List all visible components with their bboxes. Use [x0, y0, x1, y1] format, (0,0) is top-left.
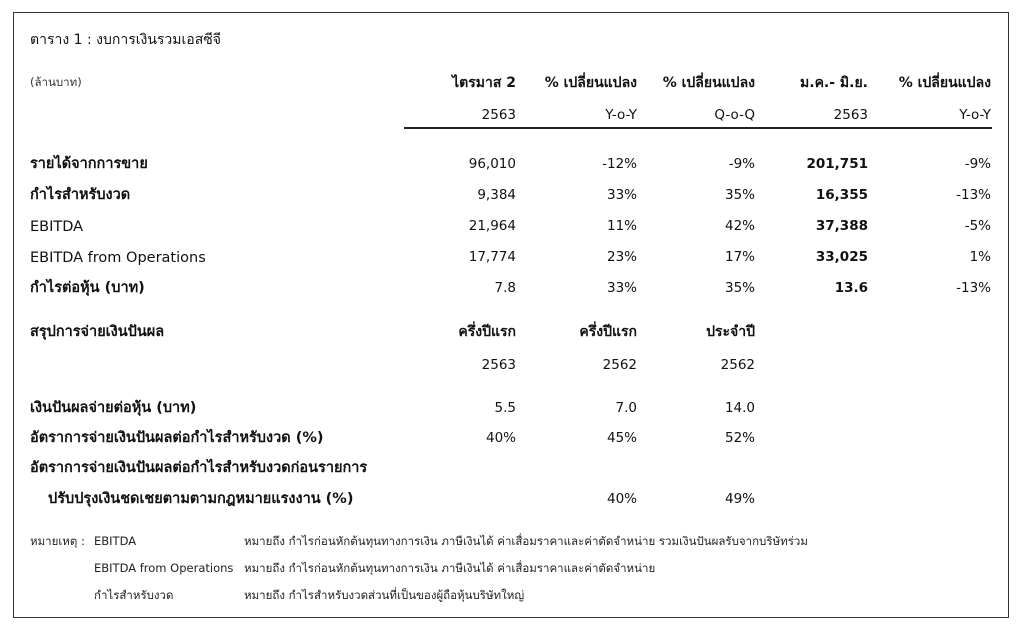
cell: 13.6	[834, 280, 868, 296]
subheader-qoq: Q-o-Q	[714, 107, 755, 123]
header-qoq: % เปลี่ยนแปลง	[662, 75, 755, 91]
subheader-yoy: Y-o-Y	[605, 107, 637, 123]
cell: -12%	[602, 156, 637, 172]
cell: 96,010	[468, 156, 516, 172]
cell: 7.8	[494, 280, 516, 296]
cell: 17%	[724, 249, 755, 265]
cell: 40%	[606, 491, 637, 507]
cell: 33%	[606, 187, 637, 203]
header-jan-jun: ม.ค.- มิ.ย.	[800, 75, 868, 91]
note-term: EBITDA	[94, 534, 137, 548]
cell: 42%	[724, 218, 755, 234]
cell: -13%	[956, 280, 991, 296]
cell: 45%	[606, 430, 637, 446]
note-term: EBITDA from Operations	[94, 561, 234, 575]
cell: 21,964	[468, 218, 516, 234]
row-label-payout: อัตราการจ่ายเงินปันผลต่อกำไรสำหรับงวด (%)	[30, 430, 324, 446]
notes-prefix: หมายเหตุ :	[30, 534, 85, 548]
subheader-jan-jun: 2563	[833, 107, 868, 123]
row-label-payout-adjusted: อัตราการจ่ายเงินปันผลต่อกำไรสำหรับงวดก่อนรายการ	[30, 460, 368, 476]
dividend-year-3: 2562	[720, 357, 755, 373]
cell: 11%	[606, 218, 637, 234]
cell: 35%	[724, 187, 755, 203]
cell: -5%	[964, 218, 991, 234]
cell: 1%	[969, 249, 991, 265]
cell: 201,751	[806, 156, 868, 172]
row-label-revenue: รายได้จากการขาย	[30, 156, 148, 172]
row-label-profit: กำไรสำหรับงวด	[30, 187, 131, 203]
dividend-header-1: ครึ่งปีแรก	[458, 324, 516, 340]
cell: -13%	[956, 187, 991, 203]
header-yoy: % เปลี่ยนแปลง	[544, 75, 637, 91]
header-yoy-ytd: % เปลี่ยนแปลง	[898, 75, 991, 91]
dividend-header-2: ครึ่งปีแรก	[579, 324, 637, 340]
note-term: กำไรสำหรับงวด	[94, 588, 174, 602]
cell: 37,388	[815, 218, 868, 234]
cell: 33,025	[815, 249, 868, 265]
note-desc: หมายถึง กำไรสำหรับงวดส่วนที่เป็นของผู้ถือหุ้นบริษัทใหญ่	[244, 588, 525, 602]
cell: 52%	[724, 430, 755, 446]
row-label-ebitda-ops: EBITDA from Operations	[30, 250, 206, 266]
subheader-q2: 2563	[481, 107, 516, 123]
dividend-header-3: ประจำปี	[706, 324, 755, 340]
cell: 7.0	[615, 400, 637, 416]
unit-label: (ล้านบาท)	[30, 75, 82, 89]
cell: 35%	[724, 280, 755, 296]
cell: 5.5	[494, 400, 516, 416]
cell: -9%	[964, 156, 991, 172]
cell: 40%	[485, 430, 516, 446]
cell: 14.0	[724, 400, 755, 416]
cell: 33%	[606, 280, 637, 296]
cell: -9%	[728, 156, 755, 172]
row-label-payout-adjusted-cont: ปรับปรุงเงินชดเชยตามตามกฎหมายแรงงาน (%)	[48, 491, 354, 507]
note-desc: หมายถึง กำไรก่อนหักต้นทุนทางการเงิน ภาษีเงินได้ ค่าเสื่อมราคาและค่าตัดจำหน่าย	[244, 561, 656, 575]
cell: 16,355	[815, 187, 868, 203]
row-label-dps: เงินปันผลจ่ายต่อหุ้น (บาท)	[30, 400, 197, 416]
cell: 9,384	[477, 187, 516, 203]
cell: 49%	[724, 491, 755, 507]
table-frame	[13, 12, 1009, 618]
header-divider	[404, 127, 992, 129]
header-q2: ไตรมาส 2	[452, 75, 516, 91]
row-label-eps: กำไรต่อหุ้น (บาท)	[30, 280, 145, 296]
subheader-yoy-ytd: Y-o-Y	[959, 107, 991, 123]
cell: 23%	[606, 249, 637, 265]
cell: 17,774	[468, 249, 516, 265]
table-title: ตาราง 1 : งบการเงินรวมเอสซีจี	[30, 32, 221, 48]
row-label-ebitda: EBITDA	[30, 219, 84, 235]
dividend-title: สรุปการจ่ายเงินปันผล	[30, 324, 165, 340]
dividend-year-1: 2563	[481, 357, 516, 373]
note-desc: หมายถึง กำไรก่อนหักต้นทุนทางการเงิน ภาษีเงินได้ ค่าเสื่อมราคาและค่าตัดจำหน่าย รวมเงินปันผลรับจากบริษัทร่วม	[244, 534, 808, 548]
dividend-year-2: 2562	[602, 357, 637, 373]
